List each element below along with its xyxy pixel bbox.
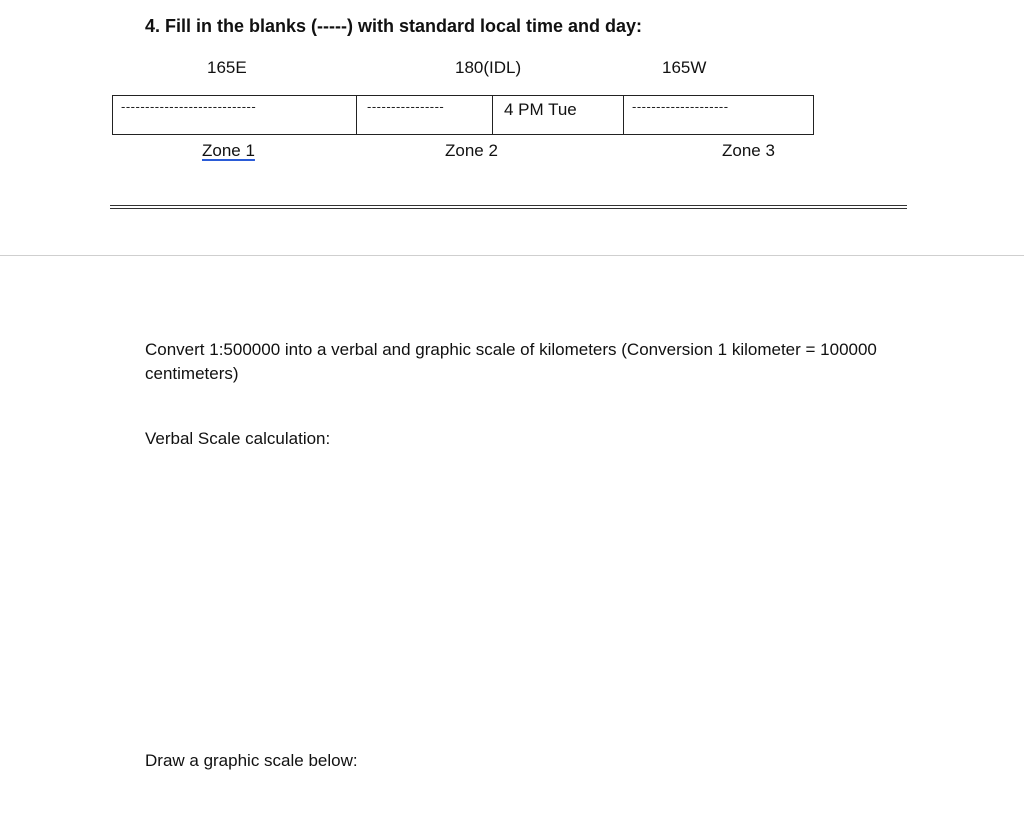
longitude-165w-label: 165W xyxy=(662,58,707,77)
double-divider xyxy=(110,205,907,209)
blank-2[interactable]: ---------------- xyxy=(367,99,445,114)
zone-1-label: Zone 1 xyxy=(202,141,255,160)
blank-3[interactable]: -------------------- xyxy=(632,99,729,114)
time-cell-2 xyxy=(356,95,493,135)
graphic-scale-label: Draw a graphic scale below: xyxy=(145,751,358,770)
question-4-title: 4. Fill in the blanks (-----) with standard local time and day: xyxy=(145,16,643,36)
time-cell-1 xyxy=(112,95,357,135)
blank-1[interactable]: ---------------------------- xyxy=(121,99,257,114)
given-time-text: 4 PM Tue xyxy=(504,100,577,119)
time-cell-3 xyxy=(492,95,624,135)
verbal-scale-label: Verbal Scale calculation: xyxy=(145,429,331,448)
zone-2-label: Zone 2 xyxy=(445,141,498,160)
longitude-165e-label: 165E xyxy=(207,58,247,77)
scale-conversion-prompt: Convert 1:500000 into a verbal and graphic scale of kilometers (Conversion 1 kilometer = 100000 centimeters) xyxy=(145,340,877,383)
longitude-180-idl-label: 180(IDL) xyxy=(455,58,522,77)
zone-3-label: Zone 3 xyxy=(722,141,775,160)
time-cell-4 xyxy=(623,95,814,135)
page-break-line xyxy=(0,255,1024,256)
